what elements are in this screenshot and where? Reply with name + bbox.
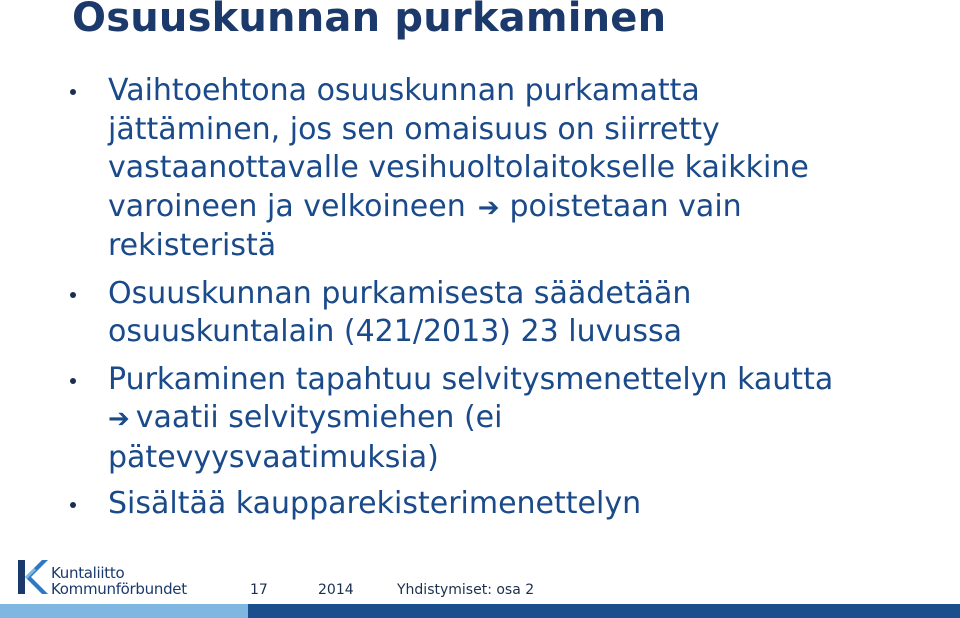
bullet-list [68,72,948,532]
bullet-dot-icon [70,502,76,508]
bullet-3-line-2 [108,399,948,439]
footer-bar-light [0,604,248,618]
kuntaliitto-logo-icon [14,556,48,598]
bullet-1-line-2: jättäminen, jos sen omaisuus on siirretty [108,111,720,147]
bullet-dot-icon [70,292,76,298]
bullet-1-line-3: vastaanottavalle vesihuoltolaitokselle kaikkine [108,150,809,185]
page-number: 17 [250,582,268,598]
footer-presentation-title: Yhdistymiset: osa 2 [397,582,535,598]
bullet-item-2 [68,275,948,352]
bullet-1-line-1: Vaihtoehtona osuuskunnan purkamatta [108,73,700,108]
bullet-dot-icon [70,89,76,95]
bullet-item-1 [68,72,948,266]
bullet-item-3 [68,361,948,478]
bullet-3-line-3: pätevyysvaatimuksia) [108,439,439,475]
bullet-dot-icon [70,378,76,384]
bullet-2-line-2: osuuskuntalain (421/2013) 23 luvussa [108,314,682,349]
bullet-1-line-4-before: varoineen ja velkoineen [108,188,466,224]
kuntaliitto-logo [14,556,204,600]
bullet-4-line-1: Sisältää kaupparekisterimenettelyn [108,486,642,521]
footer-bar-dark [248,604,960,618]
bullet-item-4 [68,485,948,524]
bullet-3-line-2-text: vaatii selvitysmiehen (ei [135,400,503,435]
arrow-right-icon: ➔ [477,192,500,223]
logo-text-swedish: Kommunförbundet [51,580,187,598]
footer-color-bar [0,604,960,618]
bullet-3-line-1: Purkaminen tapahtuu selvitysmenettelyn kautta [108,361,834,397]
bullet-1-line-5: rekisteristä [108,228,277,263]
slide-title: Osuuskunnan purkaminen [72,0,667,41]
bullet-1-line-4-after: poistetaan vain [509,188,742,224]
arrow-right-icon: ➔ [108,404,130,434]
bullet-1-line-4 [108,188,948,228]
logo-text-finnish: Kuntaliitto [51,564,125,582]
footer-year: 2014 [318,582,354,598]
bullet-2-line-1: Osuuskunnan purkamisesta säädetään [108,275,692,311]
